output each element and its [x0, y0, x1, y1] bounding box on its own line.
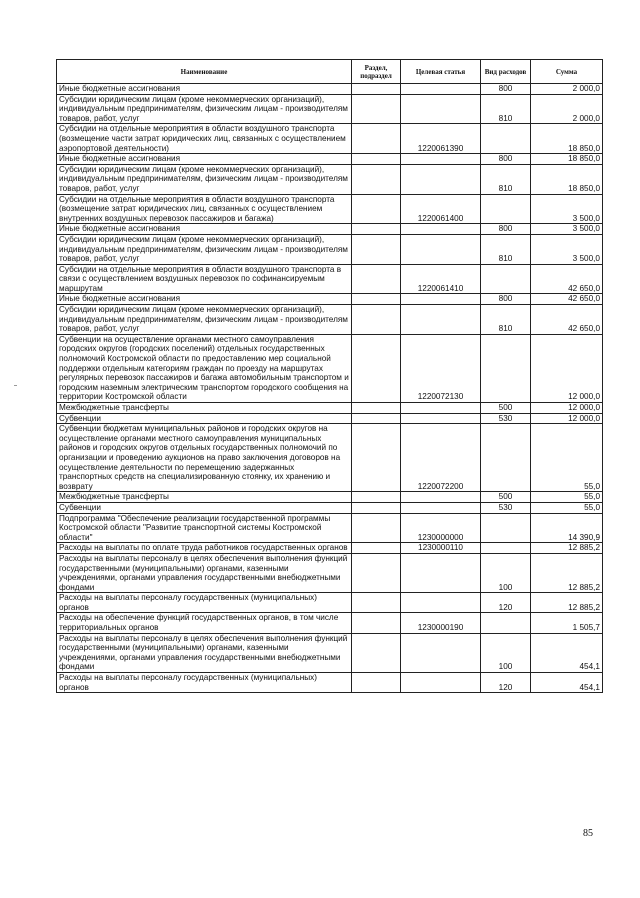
row-razdel — [352, 264, 401, 294]
row-name: Расходы на выплаты по оплате труда работников государственных органов — [57, 543, 352, 554]
row-razdel — [352, 553, 401, 592]
row-celevaya — [401, 305, 481, 335]
table-row — [57, 154, 603, 165]
row-razdel — [352, 305, 401, 335]
row-celevaya: 1230000000 — [401, 513, 481, 543]
row-vid: 100 — [481, 553, 531, 592]
row-summa: 454,1 — [531, 673, 603, 693]
row-celevaya: 1220072130 — [401, 334, 481, 402]
row-summa: 3 500,0 — [531, 194, 603, 224]
row-name: Подпрограмма "Обеспечение реализации государственной программы Костромской области "Развитие транспортной системы Костромской области" — [57, 513, 352, 543]
row-summa: 12 000,0 — [531, 334, 603, 402]
row-celevaya — [401, 553, 481, 592]
row-summa: 12 000,0 — [531, 413, 603, 424]
table-row — [57, 502, 603, 513]
row-celevaya: 1220061410 — [401, 264, 481, 294]
row-vid: 810 — [481, 234, 531, 264]
header-name: Наименование — [57, 60, 352, 84]
row-name: Расходы на выплаты персоналу в целях обеспечения выполнения функций государственными (муниципальными) органами, казенными учреждениями, органами управления государственными внебюджетными фондами — [57, 633, 352, 672]
row-name: Иные бюджетные ассигнования — [57, 84, 352, 95]
row-celevaya — [401, 673, 481, 693]
table-row — [57, 84, 603, 95]
row-name: Субсидии на отдельные мероприятия в области воздушного транспорта в связи с осуществлением воздушных перевозок по софинансируемым маршрутам — [57, 264, 352, 294]
row-razdel — [352, 492, 401, 503]
table-row — [57, 294, 603, 305]
page-number: 85 — [583, 828, 593, 839]
row-summa: 2 000,0 — [531, 84, 603, 95]
row-name: Расходы на обеспечение функций государственных органов, в том числе территориальных органов — [57, 613, 352, 633]
row-celevaya — [401, 403, 481, 414]
row-name: Субсидии юридическим лицам (кроме некоммерческих организаций), индивидуальным предпринимателям, физическим лицам - производителям товаров, работ, услуг — [57, 94, 352, 124]
table-row — [57, 94, 603, 124]
row-celevaya: 1220061400 — [401, 194, 481, 224]
row-summa: 12 885,2 — [531, 543, 603, 554]
row-vid — [481, 424, 531, 492]
row-vid: 500 — [481, 403, 531, 414]
row-celevaya — [401, 234, 481, 264]
row-summa: 18 850,0 — [531, 154, 603, 165]
row-summa: 12 000,0 — [531, 403, 603, 414]
row-vid — [481, 194, 531, 224]
row-razdel — [352, 403, 401, 414]
row-vid — [481, 264, 531, 294]
row-celevaya: 1230000110 — [401, 543, 481, 554]
row-vid: 500 — [481, 492, 531, 503]
row-razdel — [352, 543, 401, 554]
row-vid: 810 — [481, 305, 531, 335]
table-row — [57, 194, 603, 224]
row-vid: 800 — [481, 84, 531, 95]
row-vid — [481, 513, 531, 543]
row-celevaya — [401, 94, 481, 124]
table-row — [57, 224, 603, 235]
row-celevaya — [401, 84, 481, 95]
row-razdel — [352, 413, 401, 424]
row-summa: 42 650,0 — [531, 305, 603, 335]
table-row — [57, 613, 603, 633]
row-razdel — [352, 194, 401, 224]
row-name: Субвенции на осуществление органами местного самоуправления городских округов (городских поселений) отдельных государственных полномочий Костромской области по предоставлению мер социальной поддержки отдельным категориям граждан по проезду на маршрутах регулярных перевозок пассажиров и багажа автомобильным транспортом и городским наземным электрическим транспортом городского сообщения на территории Костромской области — [57, 334, 352, 402]
row-name: Иные бюджетные ассигнования — [57, 224, 352, 235]
row-celevaya — [401, 492, 481, 503]
row-summa: 3 500,0 — [531, 224, 603, 235]
row-name: Межбюджетные трансферты — [57, 492, 352, 503]
row-name: Межбюджетные трансферты — [57, 403, 352, 414]
row-celevaya — [401, 224, 481, 235]
header-vid: Вид расходов — [481, 60, 531, 84]
table-row — [57, 673, 603, 693]
row-razdel — [352, 154, 401, 165]
row-celevaya — [401, 164, 481, 194]
row-razdel — [352, 84, 401, 95]
table-row — [57, 513, 603, 543]
row-celevaya: 1220061390 — [401, 124, 481, 154]
row-summa: 3 500,0 — [531, 234, 603, 264]
row-name: Субвенции бюджетам муниципальных районов и городских округов на осуществление органами местного самоуправления муниципальных районов и городских округов отдельных государственных полномочий по организации и проведению аукционов на право заключения договоров на осуществление деятельности по перемещению задержанных транспортных средств на специализированную стоянку, их хранению и возврату — [57, 424, 352, 492]
row-razdel — [352, 613, 401, 633]
row-summa: 55,0 — [531, 492, 603, 503]
row-razdel — [352, 593, 401, 613]
table-row — [57, 543, 603, 554]
row-name: Субсидии на отдельные мероприятия в области воздушного транспорта (возмещение части затрат юридических лиц, связанных с осуществлением аэропортовой деятельности) — [57, 124, 352, 154]
row-name: Расходы на выплаты персоналу государственных (муниципальных) органов — [57, 593, 352, 613]
row-razdel — [352, 424, 401, 492]
row-summa: 1 505,7 — [531, 613, 603, 633]
row-name: Субсидии юридическим лицам (кроме некоммерческих организаций), индивидуальным предпринимателям, физическим лицам - производителям товаров, работ, услуг — [57, 164, 352, 194]
row-razdel — [352, 673, 401, 693]
row-name: Субвенции — [57, 502, 352, 513]
table-row — [57, 424, 603, 492]
row-name: Расходы на выплаты персоналу государственных (муниципальных) органов — [57, 673, 352, 693]
row-celevaya: 1230000190 — [401, 613, 481, 633]
table-row — [57, 305, 603, 335]
table-row — [57, 633, 603, 672]
table-row — [57, 234, 603, 264]
row-razdel — [352, 124, 401, 154]
row-razdel — [352, 294, 401, 305]
row-name: Субвенции — [57, 413, 352, 424]
row-vid: 530 — [481, 413, 531, 424]
row-summa: 18 850,0 — [531, 164, 603, 194]
table-row — [57, 264, 603, 294]
row-summa: 454,1 — [531, 633, 603, 672]
table-row — [57, 413, 603, 424]
table-row — [57, 492, 603, 503]
row-vid — [481, 543, 531, 554]
table-row — [57, 403, 603, 414]
row-razdel — [352, 234, 401, 264]
table-row — [57, 593, 603, 613]
row-summa: 42 650,0 — [531, 294, 603, 305]
header-summa: Сумма — [531, 60, 603, 84]
row-name: Иные бюджетные ассигнования — [57, 294, 352, 305]
row-vid — [481, 124, 531, 154]
row-summa: 55,0 — [531, 502, 603, 513]
table-header-row — [57, 60, 603, 84]
row-summa: 18 850,0 — [531, 124, 603, 154]
row-summa: 12 885,2 — [531, 593, 603, 613]
row-summa: 12 885,2 — [531, 553, 603, 592]
table-row — [57, 164, 603, 194]
table-row — [57, 553, 603, 592]
row-vid: 810 — [481, 94, 531, 124]
row-razdel — [352, 513, 401, 543]
table-row — [57, 124, 603, 154]
header-razdel: Раздел, подраздел — [352, 60, 401, 84]
row-razdel — [352, 502, 401, 513]
row-vid: 800 — [481, 294, 531, 305]
row-name: Субсидии на отдельные мероприятия в области воздушного транспорта (возмещение затрат юридических лиц, связанных с осуществлением внутренних воздушных перевозок пассажиров и багажа) — [57, 194, 352, 224]
row-celevaya — [401, 154, 481, 165]
row-vid: 530 — [481, 502, 531, 513]
row-vid: 800 — [481, 224, 531, 235]
row-razdel — [352, 334, 401, 402]
row-vid — [481, 613, 531, 633]
row-name: Иные бюджетные ассигнования — [57, 154, 352, 165]
budget-table — [56, 59, 603, 693]
row-vid: 810 — [481, 164, 531, 194]
row-vid: 100 — [481, 633, 531, 672]
row-celevaya — [401, 294, 481, 305]
row-celevaya — [401, 593, 481, 613]
margin-mark — [14, 385, 17, 386]
row-vid — [481, 334, 531, 402]
row-celevaya — [401, 502, 481, 513]
row-celevaya: 1220072200 — [401, 424, 481, 492]
row-name: Субсидии юридическим лицам (кроме некоммерческих организаций), индивидуальным предпринимателям, физическим лицам - производителям товаров, работ, услуг — [57, 234, 352, 264]
row-vid: 120 — [481, 673, 531, 693]
table-row — [57, 334, 603, 402]
row-razdel — [352, 164, 401, 194]
row-summa: 55,0 — [531, 424, 603, 492]
row-vid: 800 — [481, 154, 531, 165]
row-razdel — [352, 94, 401, 124]
row-razdel — [352, 633, 401, 672]
row-vid: 120 — [481, 593, 531, 613]
row-summa: 2 000,0 — [531, 94, 603, 124]
row-razdel — [352, 224, 401, 235]
header-celevaya: Целевая статья — [401, 60, 481, 84]
row-summa: 14 390,9 — [531, 513, 603, 543]
row-name: Расходы на выплаты персоналу в целях обеспечения выполнения функций государственными (муниципальными) органами, казенными учреждениями, органами управления государственными внебюджетными фондами — [57, 553, 352, 592]
row-name: Субсидии юридическим лицам (кроме некоммерческих организаций), индивидуальным предпринимателям, физическим лицам - производителям товаров, работ, услуг — [57, 305, 352, 335]
row-celevaya — [401, 413, 481, 424]
row-summa: 42 650,0 — [531, 264, 603, 294]
row-celevaya — [401, 633, 481, 672]
